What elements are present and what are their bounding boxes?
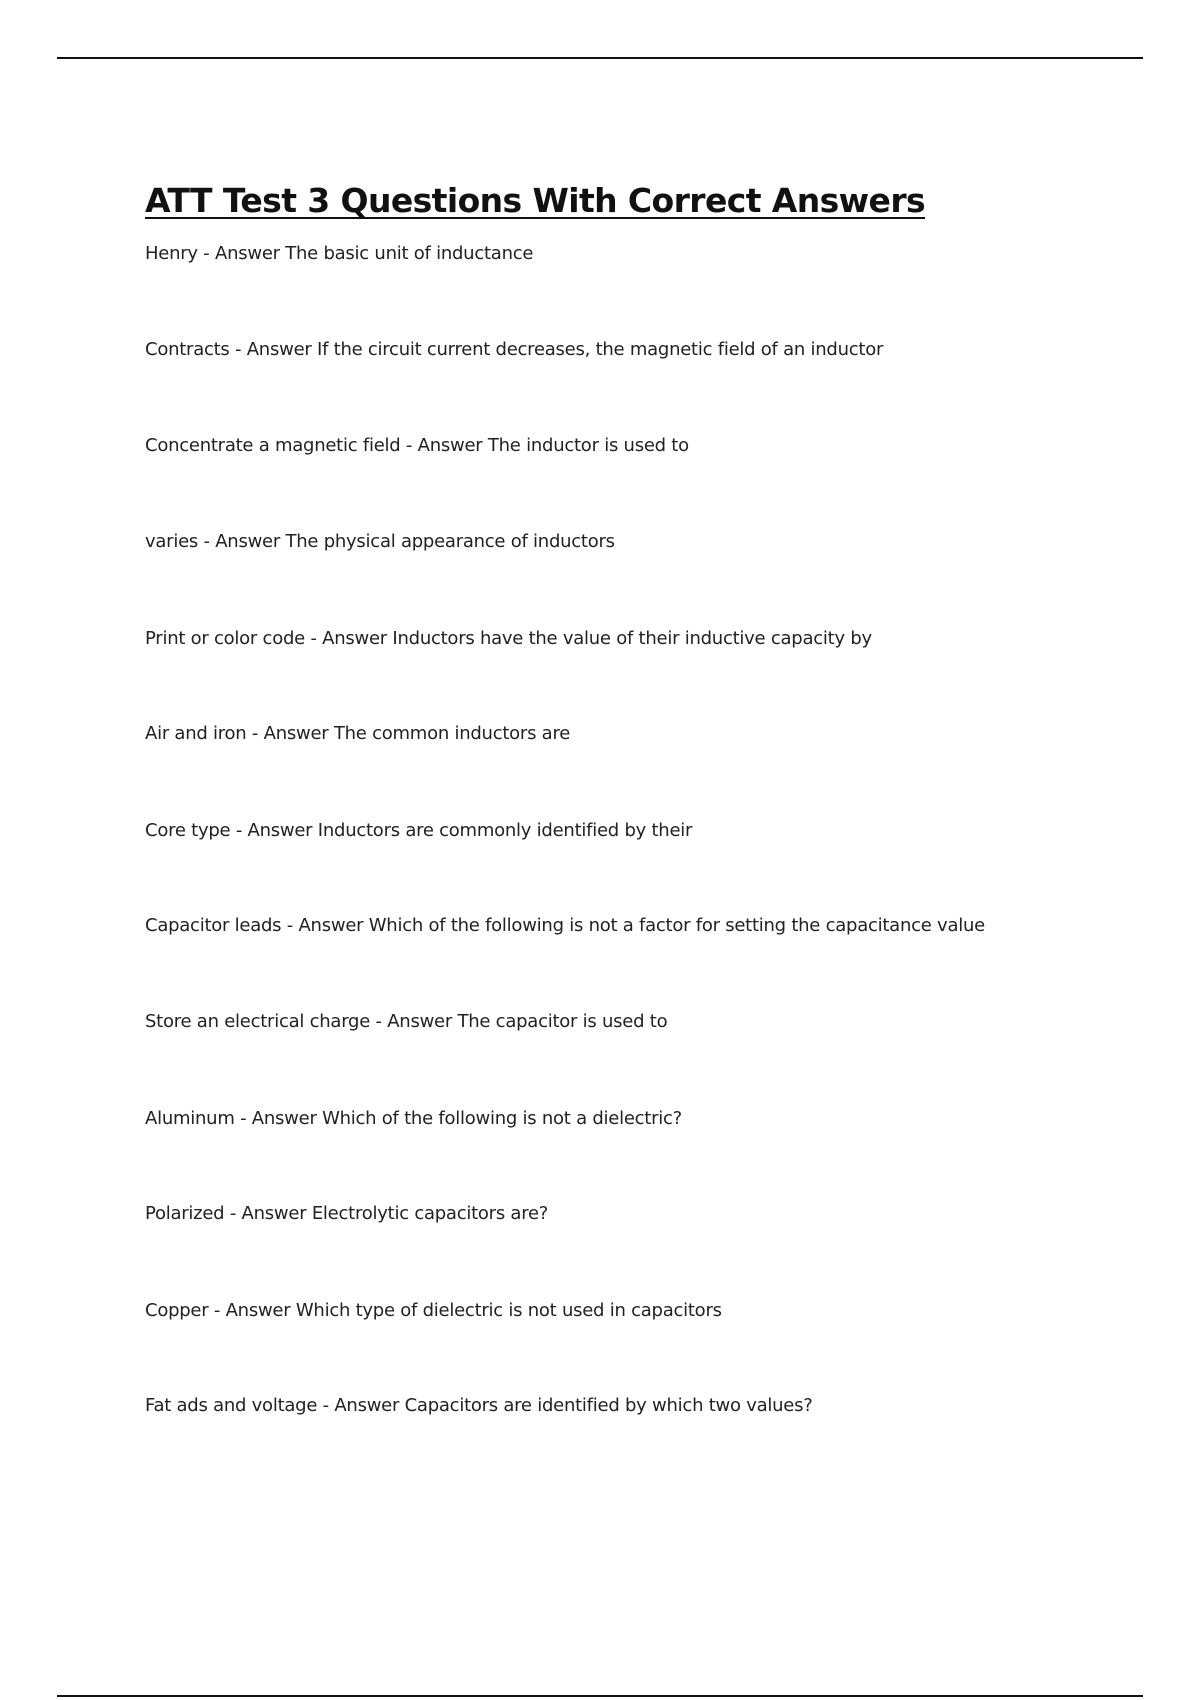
qa-item: Aluminum - Answer Which of the following is not a dielectric? xyxy=(145,1108,682,1129)
document-body xyxy=(145,178,1105,1416)
qa-item: Air and iron - Answer The common inductors are xyxy=(145,723,571,744)
qa-item: Fat ads and voltage - Answer Capacitors are identified by which two values? xyxy=(145,1395,813,1416)
qa-item: varies - Answer The physical appearance of inductors xyxy=(145,531,615,552)
qa-item: Concentrate a magnetic field - Answer The inductor is used to xyxy=(145,435,689,456)
qa-item: Henry - Answer The basic unit of inductance xyxy=(145,243,534,264)
qa-item: Print or color code - Answer Inductors have the value of their inductive capacity by xyxy=(145,628,872,649)
footer-rule xyxy=(57,1695,1143,1697)
document-title: ATT Test 3 Questions With Correct Answers xyxy=(145,181,926,220)
qa-item: Store an electrical charge - Answer The capacitor is used to xyxy=(145,1011,668,1032)
qa-item: Core type - Answer Inductors are commonly identified by their xyxy=(145,820,693,841)
qa-item: Polarized - Answer Electrolytic capacitors are? xyxy=(145,1203,549,1224)
qa-item: Contracts - Answer If the circuit current decreases, the magnetic field of an inductor xyxy=(145,339,884,360)
qa-item: Capacitor leads - Answer Which of the following is not a factor for setting the capacitance value xyxy=(145,915,985,936)
qa-item: Copper - Answer Which type of dielectric is not used in capacitors xyxy=(145,1300,722,1321)
header-rule xyxy=(57,57,1143,59)
